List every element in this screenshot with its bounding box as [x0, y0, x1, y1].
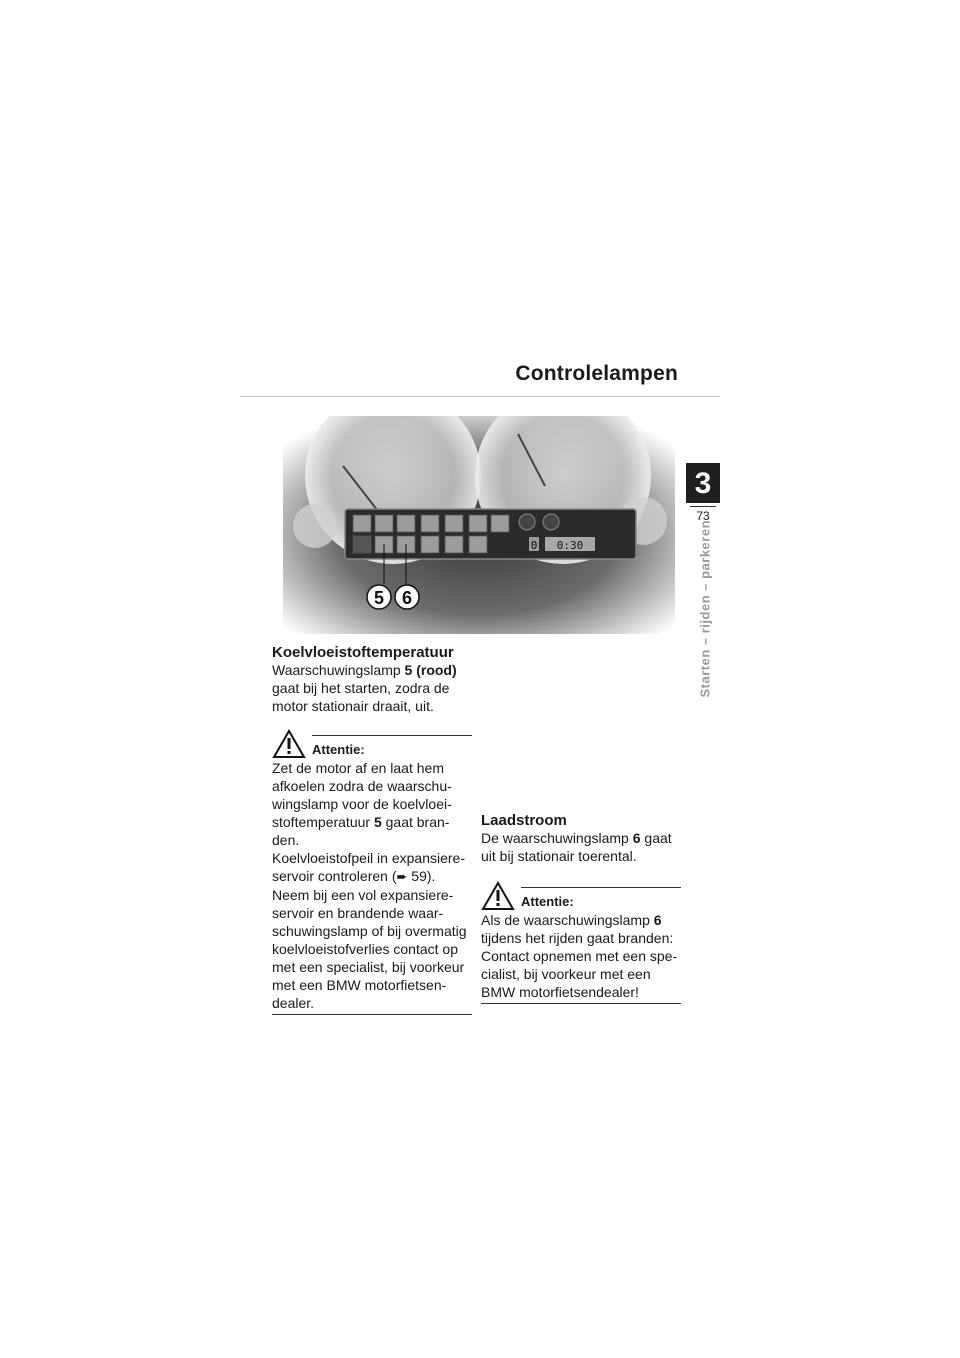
- warning-triangle-icon: [481, 881, 515, 911]
- coolant-dealer-text: Neem bij een vol expansiere-servoir en brandende waar-schuwingslamp of bij overmatig koelvloeistofverlies contact op met een specialist, bij voorkeur met een BMW motorfietsen-dealer.: [272, 887, 467, 1011]
- end-rule: [481, 1003, 681, 1004]
- page-title: Controlelampen: [515, 362, 678, 385]
- warning-triangle-icon: [272, 729, 306, 759]
- page-number: 73: [696, 509, 710, 523]
- title-rule: [240, 396, 720, 397]
- callout-6-label: 6: [401, 588, 413, 608]
- charging-intro: De waarschuwingslamp 6 gaat uit bij stationair toerental.: [481, 830, 672, 864]
- end-rule: [272, 1014, 472, 1015]
- coolant-level-text: Koelvloeistofpeil in expansiere-servoir controleren (➨ 59).: [272, 850, 465, 884]
- coolant-warning-text: Zet de motor af en laat hem afkoelen zodra de waarschu-wingslamp voor de koelvloei-stoftemperatuur 5 gaat bran-den.: [272, 760, 452, 848]
- charging-warning-text: Als de waarschuwingslamp 6 tijdens het rijden gaat branden: Contact opnemen met een spe-cialist, bij voorkeur met een BMW motorfietsendealer!: [481, 912, 678, 1000]
- display-time: 0:30: [556, 539, 584, 552]
- chapter-tab: 3: [686, 463, 720, 503]
- attention-header: [272, 729, 472, 759]
- page-ref-arrow-icon: ➨: [396, 869, 408, 884]
- instrument-cluster-photo: [283, 416, 675, 634]
- coolant-intro: Waarschuwingslamp 5 (rood) gaat bij het starten, zodra de motor stationair draait, uit.: [272, 662, 457, 714]
- section-heading-charging: Laadstroom: [481, 812, 567, 829]
- display-gear: 0: [530, 539, 538, 552]
- attention-label: Attentie:: [312, 742, 365, 757]
- left-column: [272, 644, 472, 1015]
- right-column: [481, 812, 681, 1004]
- callout-5-label: 5: [373, 588, 385, 608]
- section-heading-coolant: Koelvloeistoftemperatuur: [272, 644, 454, 661]
- attention-header: [481, 881, 681, 911]
- chapter-side-label: Starten – rijden – parkeren: [697, 519, 713, 698]
- attention-label: Attentie:: [521, 894, 574, 909]
- chapter-rule: [690, 506, 716, 507]
